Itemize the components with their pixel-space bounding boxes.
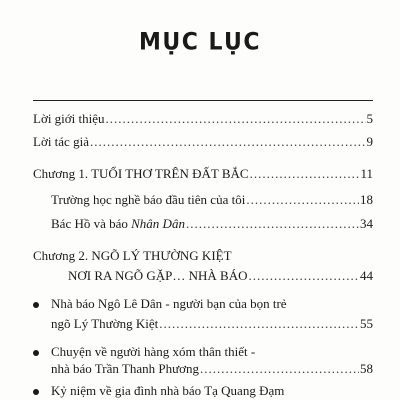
dot-leader: [248, 268, 359, 284]
toc-entry-label: Trường học nghề báo đầu tiên của tôi: [51, 192, 246, 207]
toc-entry-uncle-ho: [51, 216, 373, 232]
toc-entry-introduction: [33, 111, 373, 127]
toc-entry-page: 5: [366, 111, 373, 126]
dot-leader: [186, 216, 359, 232]
toc-entry-label: Lời giới thiệu: [33, 111, 105, 126]
toc-entry-label: Chương 1. TUỔI THƠ TRÊN ĐẤT BẮC: [33, 166, 249, 181]
toc-entry-label: NƠI RA NGÕ GẶP… NHÀ BÁO: [68, 268, 248, 283]
toc-entry-ngo-le-dan-line1: Nhà báo Ngô Lê Dân - người bạn của bọn trẻ: [51, 296, 287, 311]
toc-entry-chapter-2-line1: Chương 2. NGÕ LÝ THƯỜNG KIỆT: [33, 248, 232, 263]
toc-entry-label: ngõ Lý Thường Kiệt: [51, 316, 159, 331]
toc-entry-page: 58: [360, 361, 373, 376]
bullet-icon: [33, 350, 39, 356]
dot-leader: [246, 192, 359, 208]
toc-entry-page: 55: [360, 316, 373, 331]
toc-entry-page: 34: [360, 216, 373, 231]
dot-leader: [90, 134, 366, 150]
title-divider: [33, 100, 373, 101]
toc-entry-page: 9: [366, 134, 373, 149]
toc-entry-author-note: [33, 134, 373, 150]
page-title: MỤC LỤC: [138, 29, 262, 56]
toc-entry-ta-quang-dam-line1: Kỷ niệm về gia đình nhà báo Tạ Quang Đạm: [51, 383, 285, 398]
toc-entry-first-school: [51, 192, 373, 208]
toc-entry-page: 11: [360, 166, 373, 181]
toc-entry-label: Bác Hồ và báo Nhân Dân: [51, 216, 185, 231]
toc-entry-ngo-le-dan: [51, 316, 373, 332]
toc-entry-label: nhà báo Trần Thanh Phương: [51, 361, 200, 376]
dot-leader: [250, 166, 360, 182]
toc-entry-neighbor: [51, 361, 373, 377]
toc-entry-page: 18: [360, 192, 373, 207]
toc-entry-chapter-2: [68, 268, 373, 284]
dot-leader: [200, 361, 359, 377]
dot-leader: [106, 111, 366, 127]
toc-entry-neighbor-line1: Chuyện về người hàng xóm thân thiết -: [51, 344, 256, 359]
toc-entry-chapter-1: [33, 166, 373, 182]
bullet-icon: [33, 302, 39, 308]
dot-leader: [159, 316, 359, 332]
bullet-icon: [33, 389, 39, 395]
toc-entry-page: 44: [360, 268, 373, 283]
toc-entry-label: Lời tác giả: [33, 134, 89, 149]
